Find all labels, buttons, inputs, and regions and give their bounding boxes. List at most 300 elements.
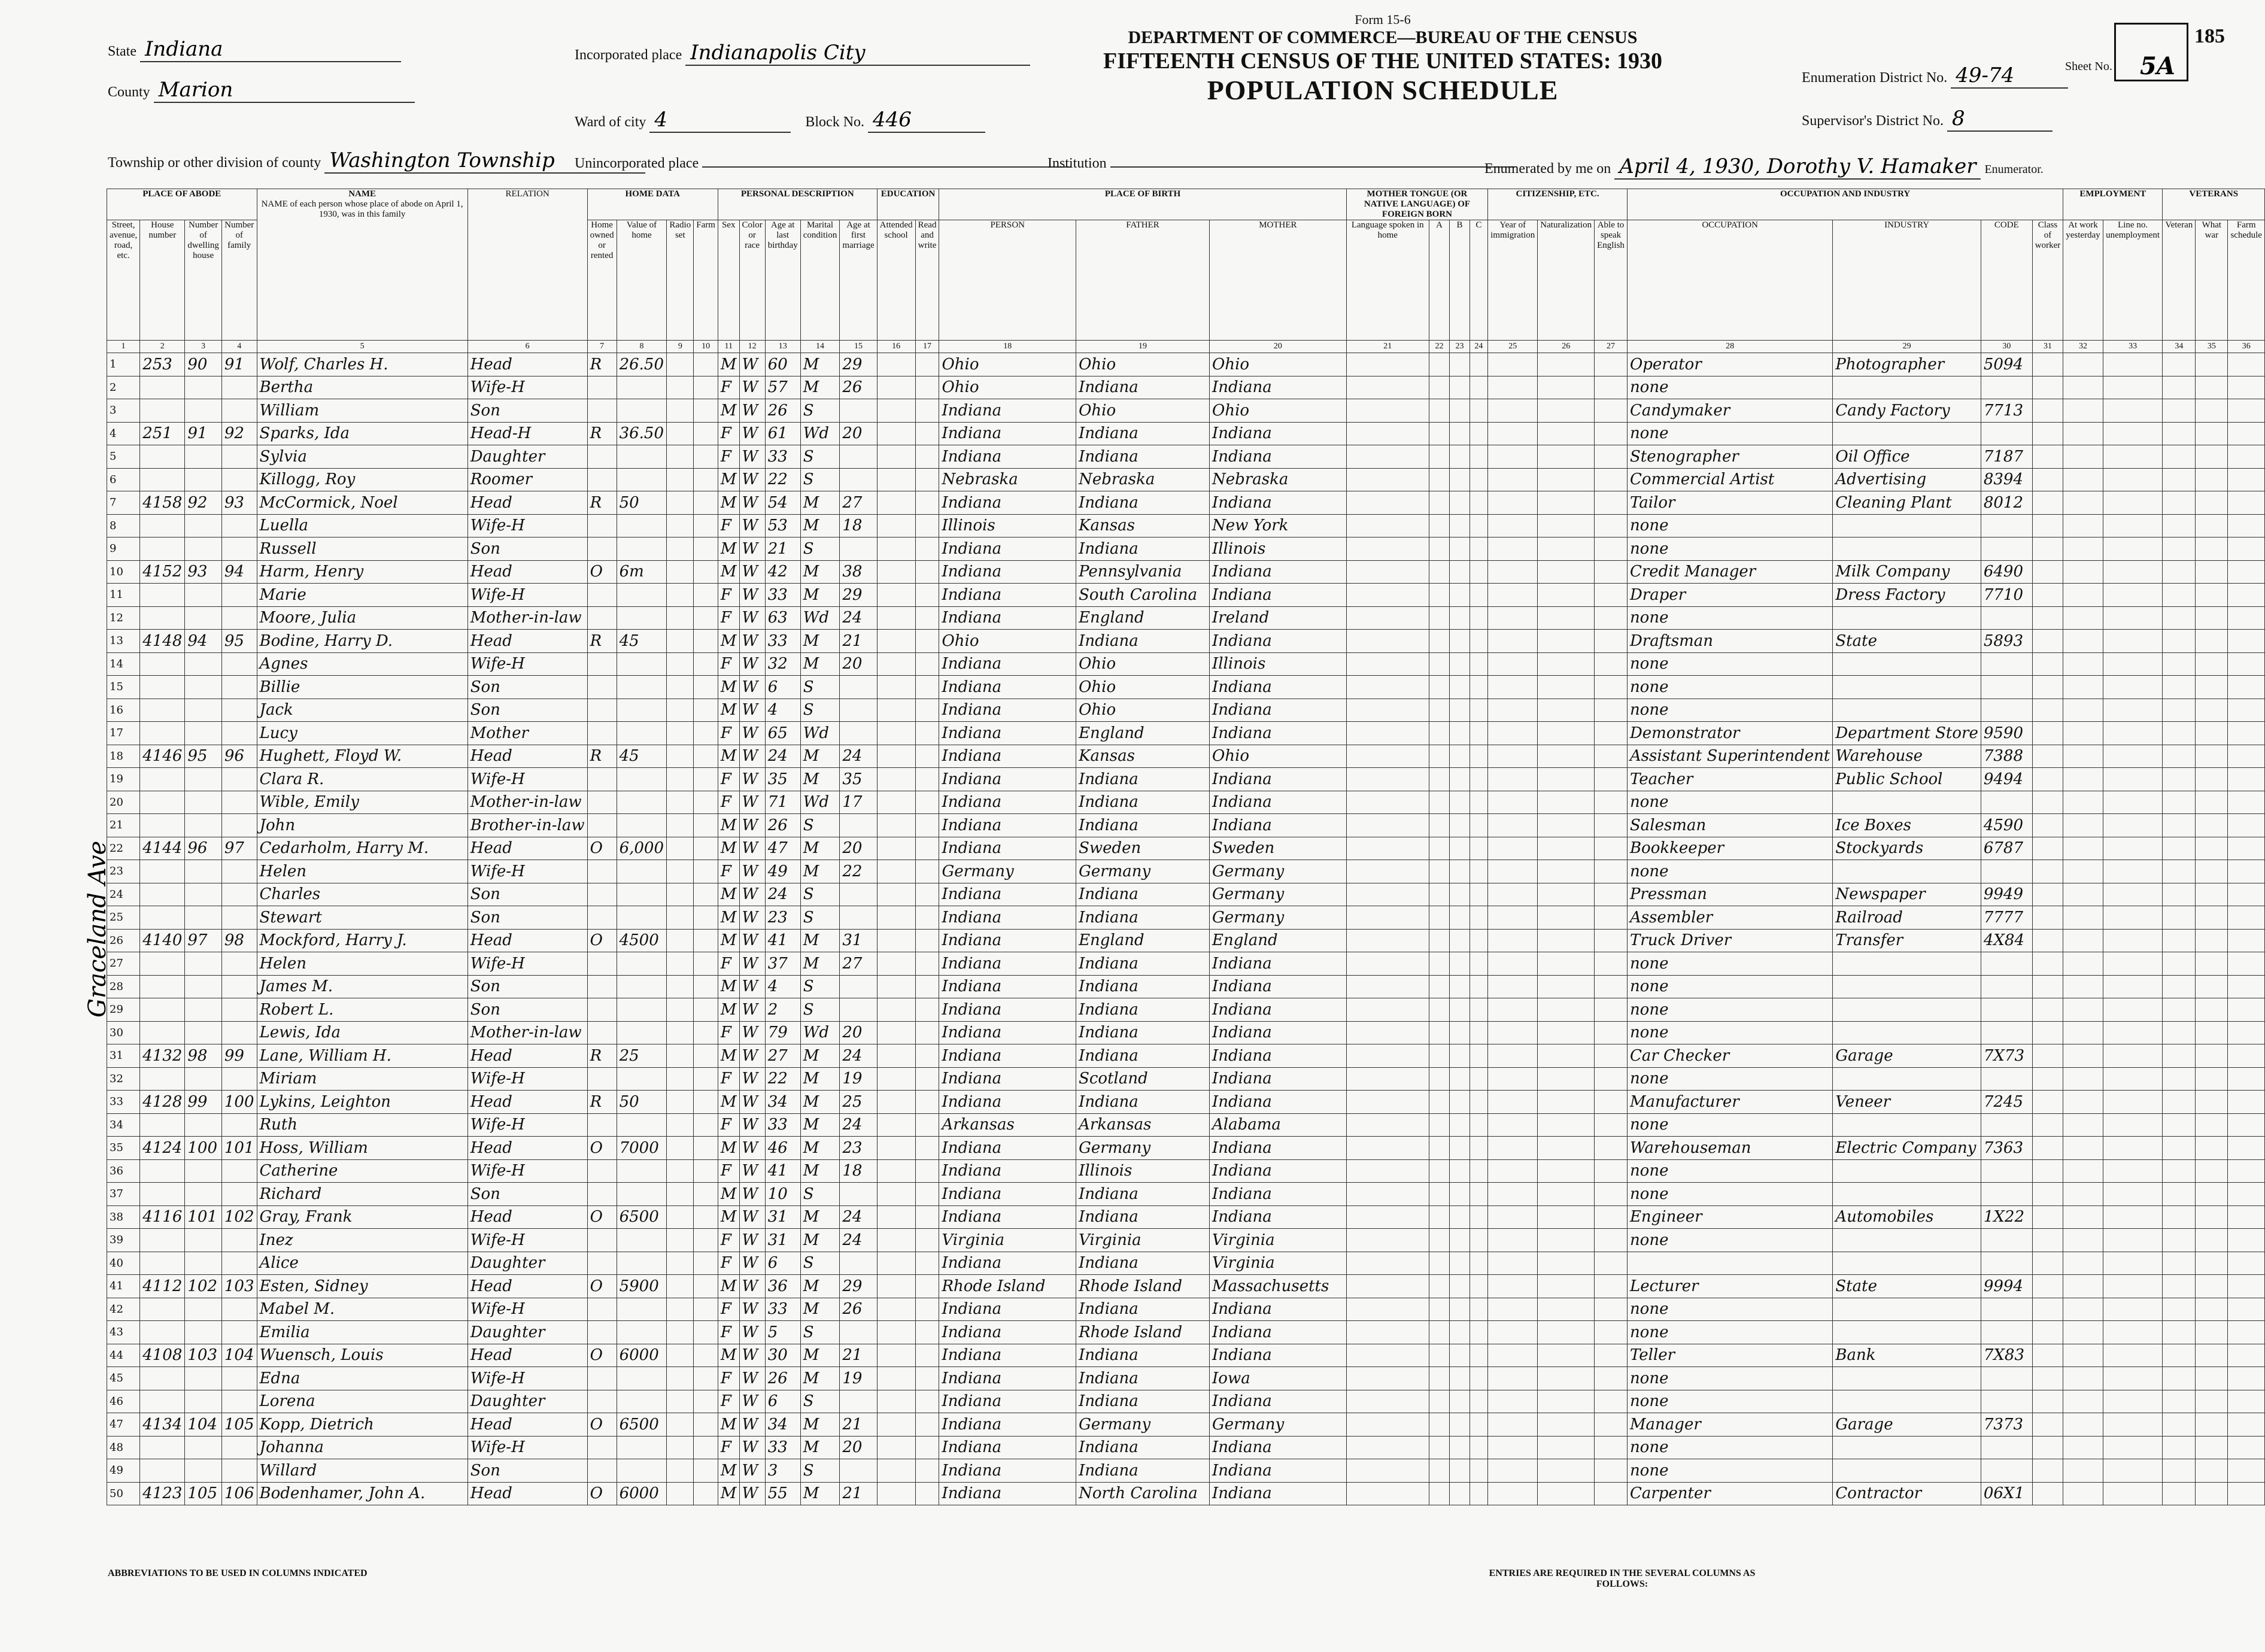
cell-rw xyxy=(915,1113,939,1137)
cell-person: Germany xyxy=(939,860,1076,883)
cell-a xyxy=(1429,399,1450,423)
cell-sch xyxy=(877,1367,915,1390)
cell-eng xyxy=(1595,1021,1628,1044)
col-number: 26 xyxy=(1538,341,1595,353)
cell-b xyxy=(1450,1344,1469,1367)
cell-person: Indiana xyxy=(939,952,1076,976)
cell-farmsch xyxy=(2228,468,2265,491)
cell-mar: S xyxy=(800,468,840,491)
cell-b xyxy=(1450,676,1469,699)
cell-father: Ohio xyxy=(1076,652,1210,676)
cell-farmsch xyxy=(2228,975,2265,998)
cell-cls xyxy=(2032,1021,2063,1044)
cell-cls xyxy=(2032,606,2063,630)
cell-rel: Head xyxy=(467,745,587,768)
cell-war xyxy=(2196,883,2228,906)
cell-c xyxy=(1469,1459,1488,1483)
cell-rel: Son xyxy=(467,975,587,998)
cell-unemp xyxy=(2103,1205,2163,1229)
cell-code: 7713 xyxy=(1981,399,2032,423)
cell-age: 22 xyxy=(765,468,800,491)
cell-eng xyxy=(1595,1159,1628,1183)
cell-vet xyxy=(2163,1137,2196,1160)
cell-sex: M xyxy=(718,929,739,952)
line-number: 5 xyxy=(107,445,140,469)
cell-val xyxy=(617,1436,667,1459)
cell-unemp xyxy=(2103,1021,2163,1044)
cell-farm xyxy=(694,537,718,561)
cell-race: W xyxy=(739,883,765,906)
cell-mother: Illinois xyxy=(1210,652,1347,676)
cell-b xyxy=(1450,699,1469,722)
cell-fm: 29 xyxy=(840,353,877,376)
table-row xyxy=(107,814,2265,837)
cell-a xyxy=(1429,1159,1450,1183)
cell-rw xyxy=(915,491,939,515)
cell-unemp xyxy=(2103,998,2163,1022)
cell-val xyxy=(617,814,667,837)
cell-val: 4500 xyxy=(617,929,667,952)
cell-nat xyxy=(1538,652,1595,676)
cell-eng xyxy=(1595,606,1628,630)
cell-cls xyxy=(2032,975,2063,998)
cell-work xyxy=(2063,883,2103,906)
sheet-number-box xyxy=(2114,23,2188,81)
cell-a xyxy=(1429,676,1450,699)
cell-name: Mabel M. xyxy=(257,1298,467,1321)
cell-house: 4152 xyxy=(140,560,185,584)
cell-person: Indiana xyxy=(939,422,1076,445)
cell-c xyxy=(1469,1482,1488,1505)
cell-name: Richard xyxy=(257,1183,467,1206)
cell-lang xyxy=(1346,652,1429,676)
cell-race: W xyxy=(739,1091,765,1114)
cell-father: Indiana xyxy=(1076,422,1210,445)
cell-rw xyxy=(915,1436,939,1459)
col-number: 12 xyxy=(739,341,765,353)
cell-sch xyxy=(877,1183,915,1206)
table-row xyxy=(107,676,2265,699)
cell-occ: none xyxy=(1627,791,1832,814)
cell-age: 6 xyxy=(765,1390,800,1413)
cell-house xyxy=(140,1459,185,1483)
cell-own xyxy=(587,1298,617,1321)
cell-a xyxy=(1429,699,1450,722)
col-header-12: Color or race xyxy=(739,220,765,341)
cell-val xyxy=(617,1159,667,1183)
cell-war xyxy=(2196,1321,2228,1344)
cell-val xyxy=(617,1252,667,1275)
cell-mar: Wd xyxy=(800,722,840,745)
cell-occ: none xyxy=(1627,1159,1832,1183)
cell-code xyxy=(1981,422,2032,445)
cell-b xyxy=(1450,652,1469,676)
cell-a xyxy=(1429,952,1450,976)
cell-name: Bodine, Harry D. xyxy=(257,630,467,653)
cell-cls xyxy=(2032,1275,2063,1298)
cell-rel: Wife-H xyxy=(467,768,587,791)
table-row xyxy=(107,537,2265,561)
col-number: 30 xyxy=(1981,341,2032,353)
cell-rel: Head xyxy=(467,1344,587,1367)
table-row xyxy=(107,376,2265,399)
cell-work xyxy=(2063,1390,2103,1413)
cell-cls xyxy=(2032,1113,2063,1137)
cell-nat xyxy=(1538,1321,1595,1344)
table-row xyxy=(107,606,2265,630)
cell-sex: M xyxy=(718,537,739,561)
cell-vet xyxy=(2163,399,2196,423)
cell-fm xyxy=(840,399,877,423)
cell-code xyxy=(1981,860,2032,883)
cell-ind: Automobiles xyxy=(1833,1205,1981,1229)
cell-c xyxy=(1469,630,1488,653)
cell-person: Indiana xyxy=(939,652,1076,676)
cell-lang xyxy=(1346,1413,1429,1437)
cell-occ: Assembler xyxy=(1627,906,1832,930)
township-line xyxy=(108,148,645,174)
cell-a xyxy=(1429,1390,1450,1413)
cell-dw: 100 xyxy=(185,1137,221,1160)
cell-vet xyxy=(2163,606,2196,630)
cell-dw xyxy=(185,1252,221,1275)
cell-eng xyxy=(1595,791,1628,814)
cell-age: 71 xyxy=(765,791,800,814)
cell-sex: F xyxy=(718,1229,739,1252)
cell-eng xyxy=(1595,584,1628,607)
cell-farm xyxy=(694,860,718,883)
table-row xyxy=(107,584,2265,607)
cell-radio xyxy=(667,998,694,1022)
col-number: 21 xyxy=(1346,341,1429,353)
cell-dw xyxy=(185,699,221,722)
cell-cls xyxy=(2032,676,2063,699)
cell-lang xyxy=(1346,952,1429,976)
cell-farm xyxy=(694,468,718,491)
cell-farm xyxy=(694,1183,718,1206)
cell-person: Indiana xyxy=(939,537,1076,561)
cell-lang xyxy=(1346,791,1429,814)
cell-imm xyxy=(1488,1390,1538,1413)
cell-imm xyxy=(1488,1091,1538,1114)
cell-vet xyxy=(2163,1436,2196,1459)
cell-fam xyxy=(221,1183,257,1206)
cell-person: Ohio xyxy=(939,630,1076,653)
cell-father: Indiana xyxy=(1076,1459,1210,1483)
cell-unemp xyxy=(2103,883,2163,906)
cell-cls xyxy=(2032,445,2063,469)
cell-rw xyxy=(915,468,939,491)
cell-code: 9590 xyxy=(1981,722,2032,745)
cell-cls xyxy=(2032,860,2063,883)
cell-sex: M xyxy=(718,399,739,423)
cell-sex: M xyxy=(718,883,739,906)
cell-nat xyxy=(1538,1275,1595,1298)
cell-occ: Commercial Artist xyxy=(1627,468,1832,491)
cell-war xyxy=(2196,1229,2228,1252)
cell-rw xyxy=(915,537,939,561)
cell-sex: F xyxy=(718,1321,739,1344)
cell-father: Indiana xyxy=(1076,1183,1210,1206)
cell-dw: 105 xyxy=(185,1482,221,1505)
cell-race: W xyxy=(739,1275,765,1298)
cell-occ: Candymaker xyxy=(1627,399,1832,423)
cell-ind xyxy=(1833,791,1981,814)
cell-unemp xyxy=(2103,975,2163,998)
cell-rel: Head xyxy=(467,1482,587,1505)
cell-rel: Son xyxy=(467,676,587,699)
cell-dw xyxy=(185,1321,221,1344)
cell-sch xyxy=(877,1436,915,1459)
cell-fam: 93 xyxy=(221,491,257,515)
cell-sex: M xyxy=(718,491,739,515)
cell-farmsch xyxy=(2228,1367,2265,1390)
cell-mar: S xyxy=(800,676,840,699)
cell-dw xyxy=(185,584,221,607)
cell-sch xyxy=(877,537,915,561)
line-number: 21 xyxy=(107,814,140,837)
cell-fm: 35 xyxy=(840,768,877,791)
cell-work xyxy=(2063,1183,2103,1206)
cell-occ: Draper xyxy=(1627,584,1832,607)
cell-sex: F xyxy=(718,1436,739,1459)
cell-c xyxy=(1469,1091,1488,1114)
cell-eng xyxy=(1595,652,1628,676)
cell-unemp xyxy=(2103,1367,2163,1390)
line-number: 38 xyxy=(107,1205,140,1229)
cell-rel: Wife-H xyxy=(467,584,587,607)
cell-farm xyxy=(694,699,718,722)
cell-fam xyxy=(221,1229,257,1252)
cell-rw xyxy=(915,699,939,722)
cell-imm xyxy=(1488,929,1538,952)
cell-fam xyxy=(221,468,257,491)
cell-race: W xyxy=(739,745,765,768)
cell-fam xyxy=(221,906,257,930)
col-number: 18 xyxy=(939,341,1076,353)
cell-rel: Head xyxy=(467,1413,587,1437)
cell-mother: England xyxy=(1210,929,1347,952)
cell-name: John xyxy=(257,814,467,837)
cell-b xyxy=(1450,1321,1469,1344)
cell-dw xyxy=(185,676,221,699)
cell-work xyxy=(2063,1459,2103,1483)
table-row xyxy=(107,1298,2265,1321)
cell-c xyxy=(1469,468,1488,491)
table-row xyxy=(107,1344,2265,1367)
cell-val xyxy=(617,376,667,399)
cell-race: W xyxy=(739,1252,765,1275)
cell-c xyxy=(1469,745,1488,768)
cell-imm xyxy=(1488,791,1538,814)
cell-mar: M xyxy=(800,952,840,976)
table-row xyxy=(107,1436,2265,1459)
cell-age: 23 xyxy=(765,906,800,930)
cell-imm xyxy=(1488,1321,1538,1344)
cell-person: Indiana xyxy=(939,1137,1076,1160)
cell-nat xyxy=(1538,998,1595,1022)
cell-val: 50 xyxy=(617,491,667,515)
cell-person: Indiana xyxy=(939,1482,1076,1505)
cell-dw xyxy=(185,975,221,998)
cell-rel: Wife-H xyxy=(467,1298,587,1321)
line-number: 1 xyxy=(107,353,140,376)
cell-fam: 94 xyxy=(221,560,257,584)
line-number: 46 xyxy=(107,1390,140,1413)
cell-race: W xyxy=(739,630,765,653)
cell-c xyxy=(1469,1436,1488,1459)
cell-race: W xyxy=(739,1482,765,1505)
cell-a xyxy=(1429,537,1450,561)
cell-name: Jack xyxy=(257,699,467,722)
cell-age: 31 xyxy=(765,1229,800,1252)
cell-work xyxy=(2063,699,2103,722)
cell-rel: Wife-H xyxy=(467,1367,587,1390)
cell-house xyxy=(140,952,185,976)
col-number: 16 xyxy=(877,341,915,353)
cell-rw xyxy=(915,514,939,537)
cell-father: Germany xyxy=(1076,1413,1210,1437)
cell-sex: F xyxy=(718,722,739,745)
cell-person: Indiana xyxy=(939,560,1076,584)
cell-imm xyxy=(1488,1159,1538,1183)
cell-cls xyxy=(2032,1229,2063,1252)
cell-occ: none xyxy=(1627,998,1832,1022)
unincorporated-label: Unincorporated place xyxy=(575,156,699,171)
county-label: County xyxy=(108,84,150,100)
cell-lang xyxy=(1346,1436,1429,1459)
cell-a xyxy=(1429,722,1450,745)
cell-house xyxy=(140,537,185,561)
cell-rel: Head xyxy=(467,1044,587,1068)
cell-vet xyxy=(2163,883,2196,906)
cell-work xyxy=(2063,998,2103,1022)
cell-cls xyxy=(2032,1298,2063,1321)
cell-house: 253 xyxy=(140,353,185,376)
cell-rw xyxy=(915,1205,939,1229)
col-header-30: CODE xyxy=(1981,220,2032,341)
cell-name: Agnes xyxy=(257,652,467,676)
col-header-29: INDUSTRY xyxy=(1833,220,1981,341)
cell-cls xyxy=(2032,468,2063,491)
cell-rw xyxy=(915,1183,939,1206)
cell-imm xyxy=(1488,699,1538,722)
cell-rel: Head-H xyxy=(467,422,587,445)
cell-vet xyxy=(2163,745,2196,768)
cell-work xyxy=(2063,468,2103,491)
cell-lang xyxy=(1346,1044,1429,1068)
cell-rw xyxy=(915,1367,939,1390)
cell-b xyxy=(1450,1044,1469,1068)
cell-radio xyxy=(667,1159,694,1183)
cell-sch xyxy=(877,837,915,860)
cell-house: 4148 xyxy=(140,630,185,653)
cell-farmsch xyxy=(2228,606,2265,630)
cell-mother: Ireland xyxy=(1210,606,1347,630)
cell-mother: Indiana xyxy=(1210,422,1347,445)
cell-a xyxy=(1429,445,1450,469)
cell-a xyxy=(1429,860,1450,883)
cell-work xyxy=(2063,1413,2103,1437)
cell-mother: Indiana xyxy=(1210,1298,1347,1321)
col-number: 24 xyxy=(1469,341,1488,353)
cell-sex: F xyxy=(718,1367,739,1390)
cell-radio xyxy=(667,1137,694,1160)
cell-rel: Head xyxy=(467,837,587,860)
cell-unemp xyxy=(2103,1413,2163,1437)
cell-sex: M xyxy=(718,560,739,584)
cell-val: 6500 xyxy=(617,1205,667,1229)
cell-person: Indiana xyxy=(939,791,1076,814)
cell-race: W xyxy=(739,445,765,469)
cell-race: W xyxy=(739,1459,765,1483)
cell-imm xyxy=(1488,1021,1538,1044)
cell-house xyxy=(140,1159,185,1183)
cell-own: O xyxy=(587,1137,617,1160)
col-header-8: Value of home xyxy=(617,220,667,341)
cell-fam: 96 xyxy=(221,745,257,768)
incorporated-line xyxy=(575,41,1030,66)
cell-lang xyxy=(1346,1067,1429,1091)
cell-sch xyxy=(877,1298,915,1321)
cell-person: Indiana xyxy=(939,1459,1076,1483)
cell-sex: M xyxy=(718,1459,739,1483)
cell-fam: 106 xyxy=(221,1482,257,1505)
cell-fm: 24 xyxy=(840,745,877,768)
cell-fm: 24 xyxy=(840,1229,877,1252)
cell-a xyxy=(1429,1367,1450,1390)
cell-b xyxy=(1450,376,1469,399)
cell-war xyxy=(2196,814,2228,837)
footer-entries xyxy=(1472,1568,1772,1590)
cell-cls xyxy=(2032,906,2063,930)
cell-lang xyxy=(1346,745,1429,768)
cell-unemp xyxy=(2103,1275,2163,1298)
cell-unemp xyxy=(2103,376,2163,399)
ed-label: Enumeration District No. xyxy=(1802,70,1948,86)
cell-mother: Indiana xyxy=(1210,1436,1347,1459)
cell-imm xyxy=(1488,1205,1538,1229)
cell-a xyxy=(1429,1021,1450,1044)
cell-father: Indiana xyxy=(1076,445,1210,469)
cell-sex: F xyxy=(718,860,739,883)
cell-father: Indiana xyxy=(1076,491,1210,515)
cell-race: W xyxy=(739,952,765,976)
cell-ind xyxy=(1833,952,1981,976)
cell-occ: none xyxy=(1627,1436,1832,1459)
cell-fam: 97 xyxy=(221,837,257,860)
cell-rel: Head xyxy=(467,630,587,653)
cell-cls xyxy=(2032,584,2063,607)
cell-farmsch xyxy=(2228,422,2265,445)
cell-dw xyxy=(185,952,221,976)
col-header-24: C xyxy=(1469,220,1488,341)
cell-dw: 101 xyxy=(185,1205,221,1229)
cell-work xyxy=(2063,1021,2103,1044)
cell-eng xyxy=(1595,676,1628,699)
cell-eng xyxy=(1595,630,1628,653)
cell-person: Indiana xyxy=(939,491,1076,515)
cell-rw xyxy=(915,1482,939,1505)
line-number: 23 xyxy=(107,860,140,883)
cell-fam: 99 xyxy=(221,1044,257,1068)
supervisor-value: 8 xyxy=(1947,107,2053,132)
cell-race: W xyxy=(739,399,765,423)
cell-rw xyxy=(915,560,939,584)
cell-code xyxy=(1981,1459,2032,1483)
cell-age: 33 xyxy=(765,445,800,469)
cell-imm xyxy=(1488,1459,1538,1483)
